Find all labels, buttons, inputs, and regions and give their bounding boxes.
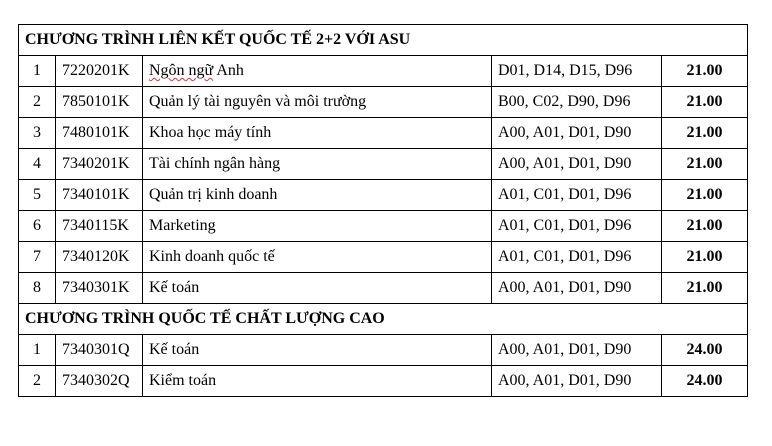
subject-combinations: B00, C02, D90, D96 — [492, 87, 662, 118]
subject-combinations: D01, D14, D15, D96 — [492, 56, 662, 87]
cutoff-score: 24.00 — [662, 335, 748, 366]
subject-combinations: A00, A01, D01, D90 — [492, 335, 662, 366]
cutoff-score: 21.00 — [662, 211, 748, 242]
subject-combinations: A00, A01, D01, D90 — [492, 366, 662, 397]
admission-score-table — [18, 24, 748, 397]
table-row — [19, 180, 748, 211]
program-code: 7340201K — [56, 149, 143, 180]
program-code: 7220201K — [56, 56, 143, 87]
cutoff-score: 21.00 — [662, 180, 748, 211]
program-name: Khoa học máy tính — [143, 118, 492, 149]
program-name — [143, 56, 492, 87]
subject-combinations: A01, C01, D01, D96 — [492, 180, 662, 211]
table-row — [19, 335, 748, 366]
section-header-row — [19, 25, 748, 56]
cutoff-score: 21.00 — [662, 273, 748, 304]
cutoff-score: 24.00 — [662, 366, 748, 397]
row-index: 6 — [19, 211, 56, 242]
program-name: Quản trị kinh doanh — [143, 180, 492, 211]
program-code: 7340302Q — [56, 366, 143, 397]
program-name-marked: Ngôn ngữ — [149, 62, 214, 79]
program-name: Marketing — [143, 211, 492, 242]
row-index: 4 — [19, 149, 56, 180]
table-row — [19, 211, 748, 242]
row-index: 3 — [19, 118, 56, 149]
subject-combinations: A00, A01, D01, D90 — [492, 273, 662, 304]
table-row — [19, 118, 748, 149]
program-name: Kế toán — [143, 335, 492, 366]
table-row — [19, 273, 748, 304]
subject-combinations: A01, C01, D01, D96 — [492, 211, 662, 242]
row-index: 2 — [19, 87, 56, 118]
table-row — [19, 56, 748, 87]
program-code: 7340115K — [56, 211, 143, 242]
row-index: 5 — [19, 180, 56, 211]
row-index: 1 — [19, 335, 56, 366]
program-name: Kinh doanh quốc tế — [143, 242, 492, 273]
section-title: CHƯƠNG TRÌNH LIÊN KẾT QUỐC TẾ 2+2 VỚI ASU — [19, 25, 748, 56]
cutoff-score: 21.00 — [662, 149, 748, 180]
table-row — [19, 242, 748, 273]
table-row — [19, 87, 748, 118]
subject-combinations: A00, A01, D01, D90 — [492, 118, 662, 149]
program-code: 7340301K — [56, 273, 143, 304]
program-code: 7480101K — [56, 118, 143, 149]
program-code: 7850101K — [56, 87, 143, 118]
row-index: 1 — [19, 56, 56, 87]
program-name: Kế toán — [143, 273, 492, 304]
program-code: 7340120K — [56, 242, 143, 273]
row-index: 2 — [19, 366, 56, 397]
cutoff-score: 21.00 — [662, 56, 748, 87]
cutoff-score: 21.00 — [662, 87, 748, 118]
program-name: Tài chính ngân hàng — [143, 149, 492, 180]
program-name: Quản lý tài nguyên và môi trường — [143, 87, 492, 118]
row-index: 8 — [19, 273, 56, 304]
program-name-rest: Anh — [213, 62, 244, 79]
table-row — [19, 366, 748, 397]
cutoff-score: 21.00 — [662, 242, 748, 273]
program-name: Kiểm toán — [143, 366, 492, 397]
cutoff-score: 21.00 — [662, 118, 748, 149]
subject-combinations: A01, C01, D01, D96 — [492, 242, 662, 273]
row-index: 7 — [19, 242, 56, 273]
section-title: CHƯƠNG TRÌNH QUỐC TẾ CHẤT LƯỢNG CAO — [19, 304, 748, 335]
subject-combinations: A00, A01, D01, D90 — [492, 149, 662, 180]
table-row — [19, 149, 748, 180]
program-code: 7340301Q — [56, 335, 143, 366]
program-code: 7340101K — [56, 180, 143, 211]
section-header-row — [19, 304, 748, 335]
